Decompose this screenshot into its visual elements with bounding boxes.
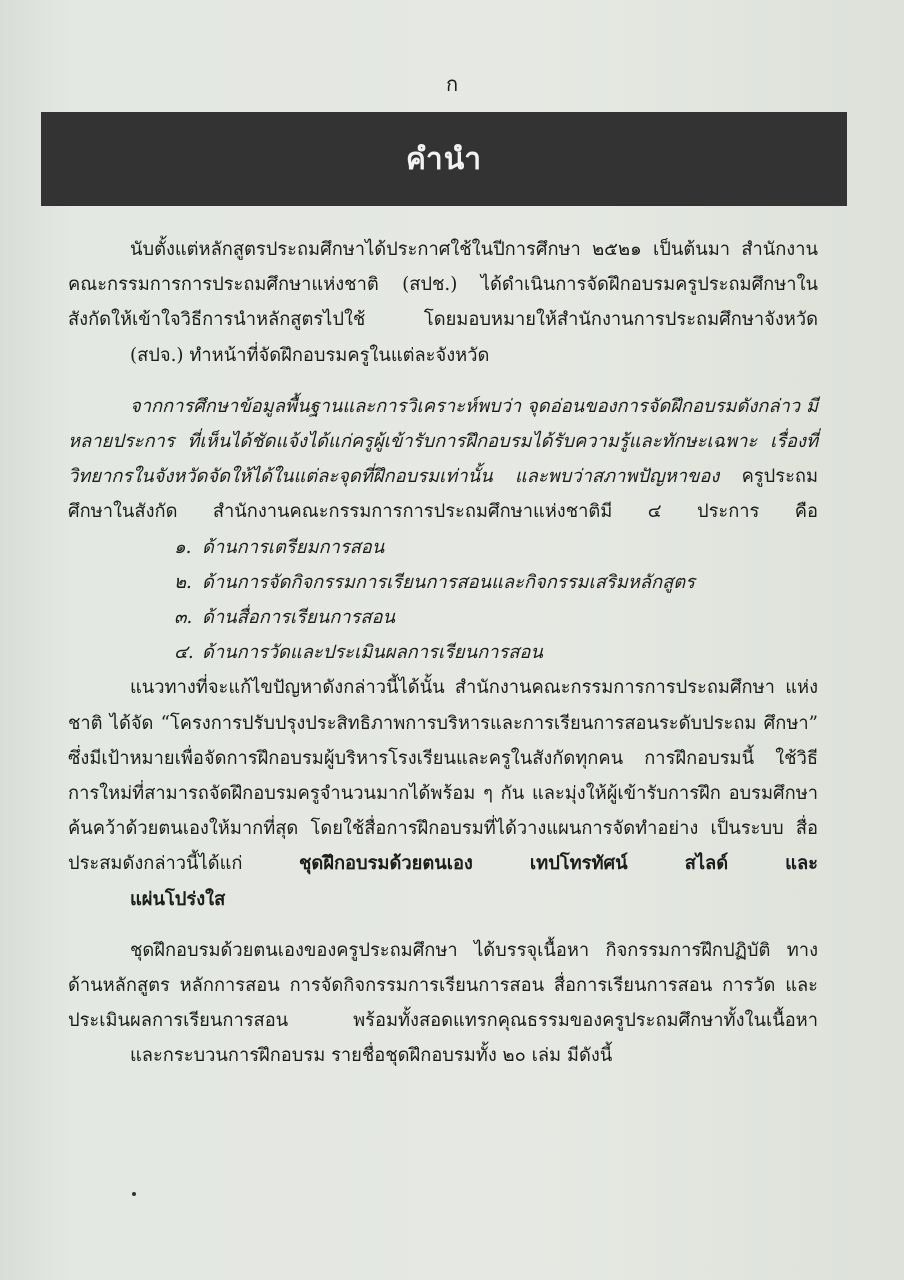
list-item: ๒. ด้านการจัดกิจกรรมการเรียนการสอนและกิจกรรมเสริมหลักสูตร [174, 571, 695, 593]
paragraph-1: นับตั้งแต่หลักสูตรประถมศึกษาได้ประกาศใช้ในปีการศึกษา ๒๕๒๑ เป็นต้นมา สำนักงาน คณะกรรมการการประถมศึกษาแห่งชาติ (สปช.) ได้ดำเนินการจัดฝึกอบรมครูประถมศึกษาใน สังกัดให้เข้าใจวิธีการนำหลักสูตรไปใช้ โดยมอบหมายให้สำนักงานการประถมศึกษาจังหวัด (สปจ.) ทำหน้าที่จัดฝึกอบรมครูในแต่ละจังหวัด [68, 239, 818, 366]
list-item: ๔. ด้านการวัดและประเมินผลการเรียนการสอน [174, 642, 543, 664]
title-banner [41, 112, 847, 206]
preface-body [68, 232, 818, 1074]
paragraph-2: จากการศึกษาข้อมูลพื้นฐานและการวิเคราะห์พบว่า จุดอ่อนของการจัดฝึกอบรมดังกล่าว มีหลายประการ ที่เห็นได้ชัดแจ้งได้แก่ครูผู้เข้ารับการฝึกอบรมได้รับความรู้และทักษะเฉพาะ เรื่องที่วิทยากรในจังหวัดจัดให้ได้ในแต่ละจุดที่ฝึกอบรมเท่านั้น และพบว่าสภาพปัญหาของ ครูประถมศึกษาในสังกัด สำนักงานคณะกรรมการการประถมศึกษาแห่งชาติมี ๔ ประการ คือ [68, 395, 819, 523]
list-item: ๓. ด้านสื่อการเรียนการสอน [174, 607, 395, 629]
list-item: ๑. ด้านการเตรียมการสอน [174, 536, 385, 558]
problem-list [68, 530, 818, 671]
page-title: คำนำ [405, 141, 483, 177]
page-number: ก [445, 72, 459, 96]
paragraph-3: แนวทางที่จะแก้ไขปัญหาดังกล่าวนี้ได้นั้น สำนักงานคณะกรรมการการประถมศึกษา แห่งชาติ ได้จัด “โครงการปรับปรุงประสิทธิภาพการบริหารและการเรียนการสอนระดับประถม ศึกษา” ซึ่งมีเป้าหมายเพื่อจัดการฝึกอบรมผู้บริหารโรงเรียนและครูในสังกัดทุกคน การฝึกอบรมนี้ ใช้วิธีการใหม่ที่สามารถจัดฝึกอบรมครูจำนวนมากได้พร้อม ๆ กัน และมุ่งให้ผู้เข้ารับการฝึก อบรมศึกษาค้นคว้าด้วยตนเองให้มากที่สุด โดยใช้สื่อการฝึกอบรมที่ได้วางแผนการจัดทำอย่าง เป็นระบบ สื่อประสมดังกล่าวนี้ได้แก่ ชุดฝึกอบรมด้วยตนเอง เทปโทรทัศน์ สไลด์ และ แผ่นโปร่งใส [68, 677, 819, 910]
ink-speck [132, 1192, 136, 1196]
paragraph-4: ชุดฝึกอบรมด้วยตนเองของครูประถมศึกษา ได้บรรจุเนื้อหา กิจกรรมการฝึกปฏิบัติ ทางด้านหลักสูตร หลักการสอน การจัดกิจกรรมการเรียนการสอน สื่อการเรียนการสอน การวัด และประเมินผลการเรียนการสอน พร้อมทั้งสอดแทรกคุณธรรมของครูประถมศึกษาทั้งในเนื้อหา และกระบวนการฝึกอบรม รายชื่อชุดฝึกอบรมทั้ง ๒๐ เล่ม มีดังนี้ [68, 939, 818, 1067]
